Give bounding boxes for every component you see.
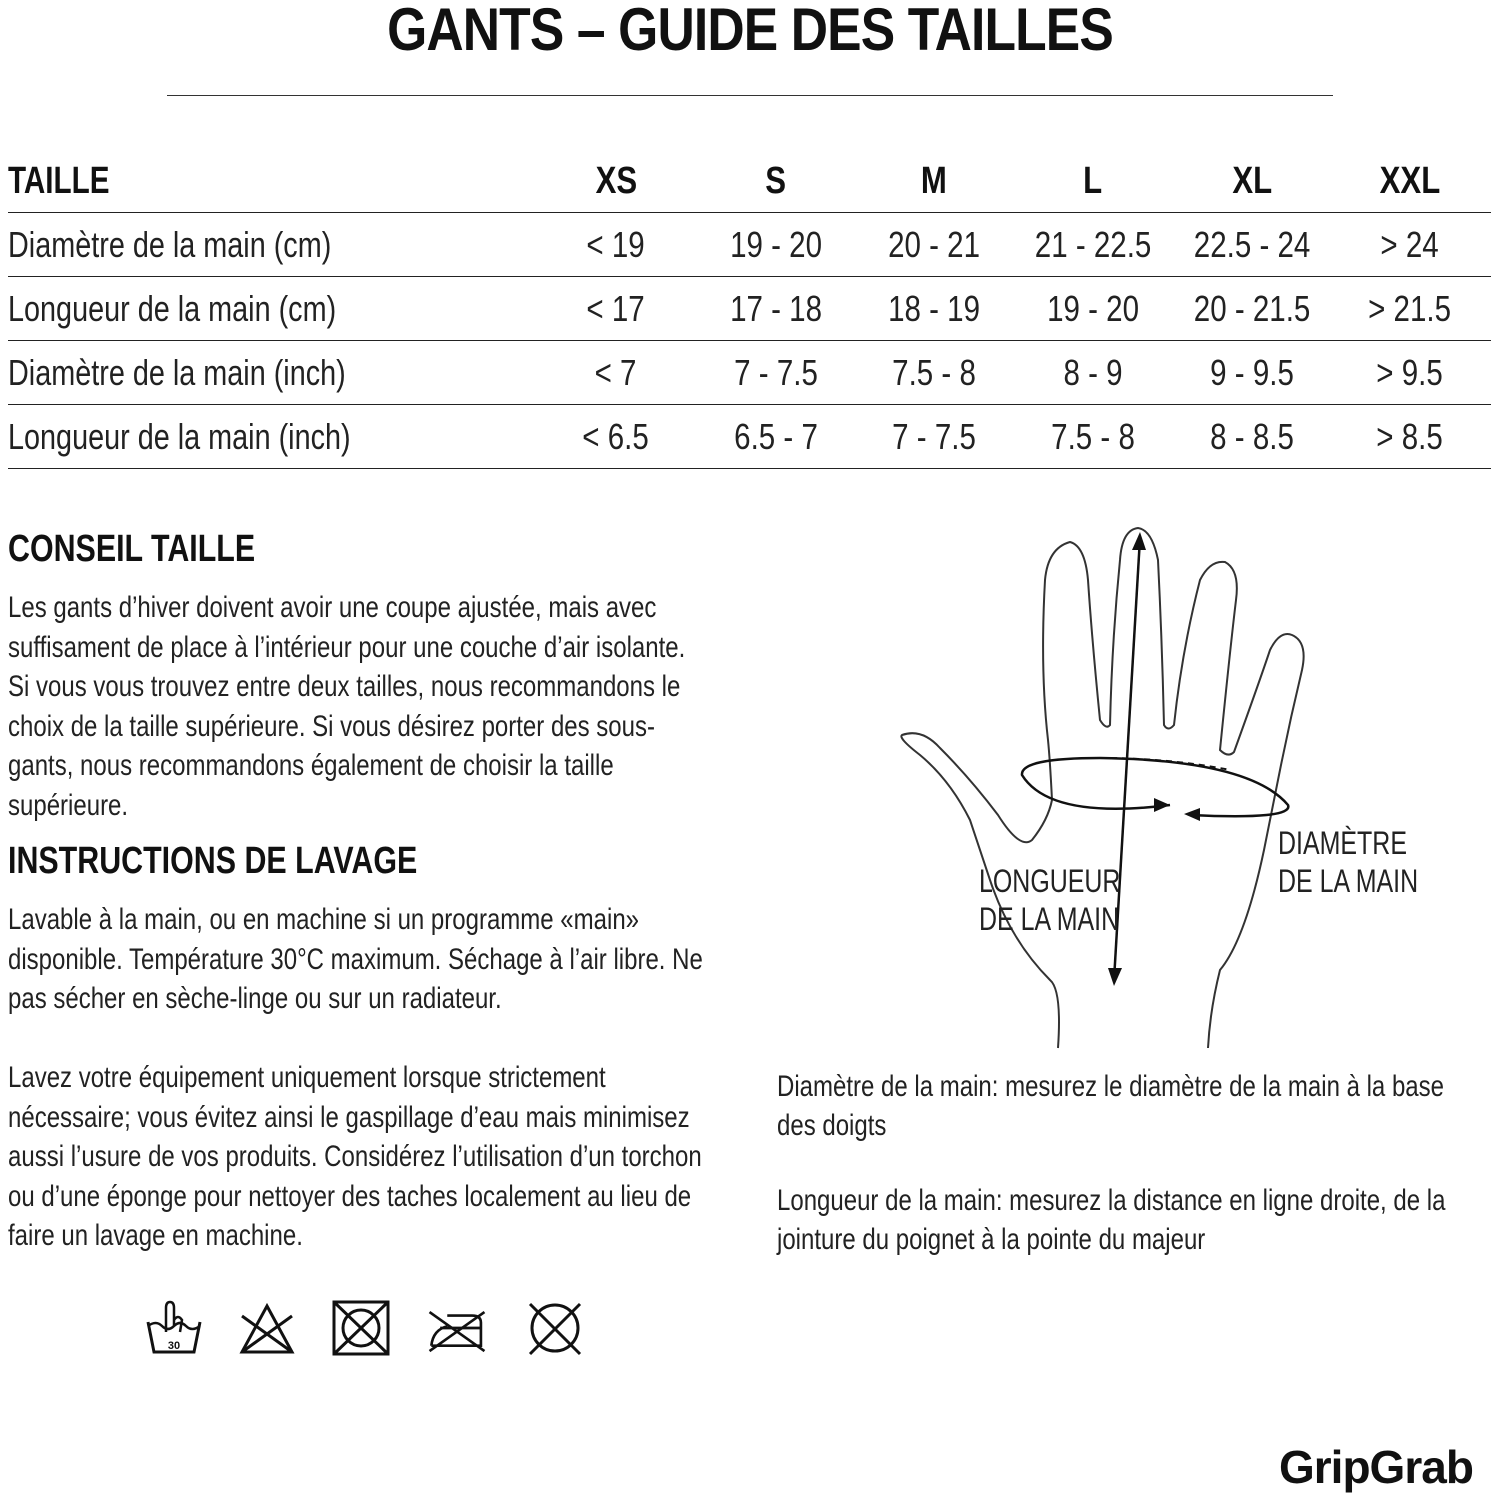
table-cell: 7 - 7.5 (734, 351, 818, 393)
table-cell: > 9.5 (1376, 351, 1444, 393)
size-header-s: S (765, 159, 787, 202)
row-label: Longueur de la main (inch) (8, 415, 351, 457)
table-cell: < 6.5 (582, 415, 650, 457)
table-cell: > 21.5 (1368, 287, 1452, 329)
lavage-heading: INSTRUCTIONS DE LAVAGE (8, 840, 418, 882)
table-cell: > 24 (1380, 223, 1440, 265)
table-cell: 21 - 22.5 (1034, 223, 1152, 265)
size-header-xs: XS (595, 159, 637, 202)
table-cell: 19 - 20 (1047, 287, 1139, 329)
row-label: Diamètre de la main (cm) (8, 223, 332, 265)
table-cell: 8 - 8.5 (1210, 415, 1294, 457)
size-header-m: M (921, 159, 947, 202)
table-cell: 19 - 20 (730, 223, 822, 265)
no-tumble-dry-icon (330, 1296, 392, 1360)
table-cell: 17 - 18 (730, 287, 822, 329)
size-header-xxl: XXL (1379, 159, 1441, 202)
diameter-note: Diamètre de la main: mesurez le diamètre de la main à la base des doigts (777, 1070, 1444, 1142)
no-dry-clean-icon (524, 1296, 586, 1360)
care-icons (140, 1296, 600, 1366)
size-table-header (8, 150, 1491, 213)
length-note: Longueur de la main: mesurez la distance en ligne droite, de la jointure du poignet à la pointe du majeur (777, 1184, 1446, 1256)
table-cell: 18 - 19 (888, 287, 980, 329)
table-cell: < 17 (586, 287, 646, 329)
length-label: LONGUEUR DE LA MAIN (979, 863, 1121, 937)
table-cell: 7.5 - 8 (1051, 415, 1135, 457)
table-row (8, 213, 1491, 277)
hand-diagram (870, 520, 1330, 1060)
conseil-text: Les gants d’hiver doivent avoir une coupe ajustée, mais avec suffisament de place à l’intérieur pour une couche d’air isolante. Si vous vous trouvez entre deux tailles, nous recommandons le choix de la taille supérieure. Si vous désirez porter des sous-gants, nous recommandons également de choisir la taille supérieure. (8, 591, 686, 822)
table-cell: > 8.5 (1376, 415, 1444, 457)
size-table (8, 150, 1491, 469)
table-cell: 20 - 21.5 (1193, 287, 1311, 329)
lavage-text-2: Lavez votre équipement uniquement lorsque strictement nécessaire; vous évitez ainsi le gaspillage d’eau mais minimisez aussi l’usure de vos produits. Considérez l’utilisation d’un torchon ou d’une éponge pour nettoyer des taches localement au lieu de faire un lavage en machine. (8, 1061, 702, 1252)
page-title: GANTS – GUIDE DES TAILLES (387, 0, 1113, 63)
table-cell: 7.5 - 8 (892, 351, 976, 393)
size-header-label: TAILLE (8, 159, 110, 202)
table-cell: 20 - 21 (888, 223, 980, 265)
table-cell: < 7 (595, 351, 637, 393)
size-header-l: L (1083, 159, 1103, 202)
row-label: Diamètre de la main (inch) (8, 351, 346, 393)
hand-wash-30-icon (144, 1296, 206, 1360)
title-divider (167, 95, 1333, 96)
brand-logo: GripGrab (1279, 1441, 1473, 1493)
conseil-heading: CONSEIL TAILLE (8, 528, 256, 570)
svg-text:30: 30 (167, 1340, 181, 1352)
table-row (8, 277, 1491, 341)
lavage-text-1: Lavable à la main, ou en machine si un programme «main» disponible. Température 30°C maximum. Séchage à l’air libre. Ne pas sécher en sèche-linge ou sur un radiateur. (8, 903, 703, 1015)
table-row (8, 405, 1491, 469)
no-bleach-icon (236, 1296, 298, 1360)
row-label: Longueur de la main (cm) (8, 287, 337, 329)
table-cell: 8 - 9 (1063, 351, 1123, 393)
diameter-label: DIAMÈTRE DE LA MAIN (1278, 825, 1419, 899)
no-iron-icon (426, 1296, 488, 1360)
size-header-xl: XL (1232, 159, 1272, 202)
table-cell: < 19 (586, 223, 646, 265)
table-cell: 9 - 9.5 (1210, 351, 1294, 393)
table-cell: 7 - 7.5 (892, 415, 976, 457)
table-cell: 22.5 - 24 (1193, 223, 1311, 265)
table-cell: 6.5 - 7 (734, 415, 818, 457)
table-row (8, 341, 1491, 405)
